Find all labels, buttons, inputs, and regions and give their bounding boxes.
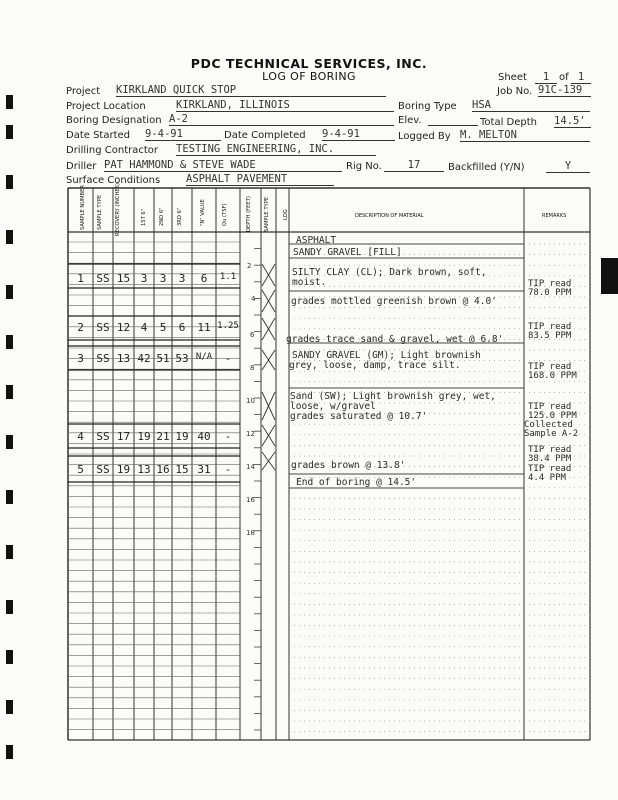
boring-type-label: Boring Type xyxy=(398,101,457,112)
remarks-header: REMARKS xyxy=(542,213,567,219)
sample-recovery: 17 xyxy=(116,430,131,443)
sample-number: 2 xyxy=(77,321,84,334)
sample-type: SS xyxy=(96,430,110,443)
desc-saturated: grades saturated @ 10.7' xyxy=(290,411,428,422)
col-sample-type: SAMPLE TYPE xyxy=(97,194,103,230)
blows-2: 3 xyxy=(159,272,167,285)
blows-3: 6 xyxy=(178,321,186,334)
desc-silty-clay-2: moist. xyxy=(292,277,327,288)
date-completed-label: Date Completed xyxy=(224,130,306,141)
qu-value: 1.1 xyxy=(219,272,237,282)
project-label: Project xyxy=(66,86,101,97)
blows-2: 51 xyxy=(156,352,170,365)
sample-recovery: 19 xyxy=(116,463,131,476)
desc-header: DESCRIPTION OF MATERIAL xyxy=(355,213,424,219)
sample-number: 1 xyxy=(77,272,84,285)
blows-2: 21 xyxy=(156,430,170,443)
boring-type-value: HSA xyxy=(472,99,590,112)
driller-value: PAT HAMMOND & STEVE WADE xyxy=(104,159,342,172)
form-title: LOG OF BORING xyxy=(262,70,356,83)
remark: Collected Sample A-2 xyxy=(524,420,579,439)
sample-number: 4 xyxy=(77,430,84,443)
sample-type: SS xyxy=(96,272,110,285)
depth-tick: 10 xyxy=(246,397,255,405)
desc-end-of-boring: End of boring @ 14.5' xyxy=(296,477,417,488)
date-started-value: 9-4-91 xyxy=(145,128,221,141)
col-blows-3: 3RD 6" xyxy=(177,207,183,226)
sheet-number: 1 xyxy=(535,71,557,84)
col-sample-number: SAMPLE NUMBER xyxy=(80,185,86,230)
date-completed-value: 9-4-91 xyxy=(322,128,395,141)
col-blows-1: 1ST 6" xyxy=(141,208,147,226)
depth-tick: 16 xyxy=(246,496,255,504)
location-label: Project Location xyxy=(66,101,146,112)
desc-sandy-gravel: SANDY GRAVEL [FILL] xyxy=(293,247,402,258)
n-value: 6 xyxy=(200,272,208,285)
job-number: 91C-139 xyxy=(538,84,591,97)
desc-trace-sand: grades trace sand & gravel, wet @ 6.8' xyxy=(286,334,504,345)
company-name: PDC TECHNICAL SERVICES, INC. xyxy=(190,56,428,71)
depth-tick: 12 xyxy=(246,430,255,438)
col-depth: DEPTH (FEET) xyxy=(246,196,252,232)
contractor-value: TESTING ENGINEERING, INC. xyxy=(176,143,376,156)
backfilled-label: Backfilled (Y/N) xyxy=(448,162,525,173)
designation-value: A-2 xyxy=(169,113,394,126)
blows-3: 19 xyxy=(175,430,189,443)
driller-label: Driller xyxy=(66,161,97,172)
blows-3: 15 xyxy=(175,463,189,476)
depth-tick: 2 xyxy=(247,262,252,270)
designation-label: Boring Designation xyxy=(66,115,162,126)
blows-1: 3 xyxy=(140,272,148,285)
col-n-value: "N" VALUE xyxy=(200,199,206,226)
depth-tick: 6 xyxy=(250,331,255,339)
n-value: N/A xyxy=(195,352,213,362)
blows-3: 3 xyxy=(178,272,186,285)
desc-mottled: grades mottled greenish brown @ 4.0' xyxy=(291,296,497,307)
blows-1: 42 xyxy=(137,352,151,365)
elev-label: Elev. xyxy=(398,115,422,126)
project-value: KIRKLAND QUICK STOP xyxy=(116,84,386,97)
sample-recovery: 13 xyxy=(116,352,131,365)
blows-2: 16 xyxy=(156,463,170,476)
remark: TIP read 125.0 PPM xyxy=(528,402,577,421)
desc-sandy-gravel-gm-2: grey, loose, damp, trace silt. xyxy=(289,360,461,371)
col-log: LOG xyxy=(283,209,289,220)
remark: TIP read 38.4 PPM xyxy=(528,445,572,464)
desc-asphalt: ASPHALT xyxy=(296,235,337,246)
contractor-label: Drilling Contractor xyxy=(66,145,159,156)
desc-silty-clay: SILTY CLAY (CL); Dark brown, soft, xyxy=(292,267,487,278)
qu-value: - xyxy=(224,430,232,443)
n-value: 31 xyxy=(197,463,211,476)
qu-value: - xyxy=(224,352,232,365)
desc-sand-sw: Sand (SW); Light brownish grey, wet, xyxy=(290,391,496,402)
sheet-label: Sheet xyxy=(498,72,527,83)
qu-value: 1.25 xyxy=(217,321,239,331)
blows-2: 5 xyxy=(159,321,167,334)
depth-tick: 18 xyxy=(246,529,255,537)
date-started-label: Date Started xyxy=(66,130,131,141)
sample-type: SS xyxy=(96,321,110,334)
col-qu: Qu (TSF) xyxy=(222,203,228,226)
remark: TIP read 83.5 PPM xyxy=(528,322,572,341)
desc-sandy-gravel-gm: SANDY GRAVEL (GM); Light brownish xyxy=(292,350,481,361)
sheet-of-label: of xyxy=(559,72,569,83)
logged-by-value: M. MELTON xyxy=(460,129,590,142)
logged-by-label: Logged By xyxy=(398,131,451,142)
depth-tick: 8 xyxy=(250,364,255,372)
sample-number: 5 xyxy=(77,463,84,476)
sample-type: SS xyxy=(96,352,110,365)
col-recovery: RECOVERY (INCHES) xyxy=(115,183,121,236)
job-label: Job No. xyxy=(497,86,533,97)
sheet-total: 1 xyxy=(571,71,591,84)
rig-value: 17 xyxy=(384,159,444,172)
col-sample-type-2: SAMPLE TYPE xyxy=(264,196,270,232)
location-value: KIRKLAND, ILLINOIS xyxy=(176,99,394,112)
total-depth-value: 14.5' xyxy=(554,115,591,128)
total-depth-label: Total Depth xyxy=(480,117,537,128)
sample-type: SS xyxy=(96,463,110,476)
depth-tick: 14 xyxy=(246,463,255,471)
surface-value: ASPHALT PAVEMENT xyxy=(186,173,334,186)
remark: TIP read 4.4 PPM xyxy=(528,464,572,483)
depth-tick: 4 xyxy=(251,295,256,303)
desc-brown: grades brown @ 13.8' xyxy=(291,460,406,471)
blows-1: 13 xyxy=(137,463,151,476)
blows-1: 19 xyxy=(137,430,151,443)
sample-recovery: 12 xyxy=(116,321,131,334)
blows-1: 4 xyxy=(140,321,148,334)
n-value: 11 xyxy=(197,321,211,334)
qu-value: - xyxy=(224,463,232,476)
col-blows-2: 2ND 6" xyxy=(159,207,165,226)
remark: TIP read 168.0 PPM xyxy=(528,362,577,381)
remark: TIP read 78.0 PPM xyxy=(528,279,572,298)
n-value: 40 xyxy=(197,430,211,443)
backfilled-value: Y xyxy=(546,160,590,173)
surface-label: Surface Conditions xyxy=(66,175,161,186)
rig-label: Rig No. xyxy=(346,161,382,172)
blows-3: 53 xyxy=(175,352,189,365)
sample-number: 3 xyxy=(77,352,84,365)
sample-recovery: 15 xyxy=(116,272,131,285)
desc-sand-sw-2: loose, w/gravel xyxy=(290,401,376,412)
